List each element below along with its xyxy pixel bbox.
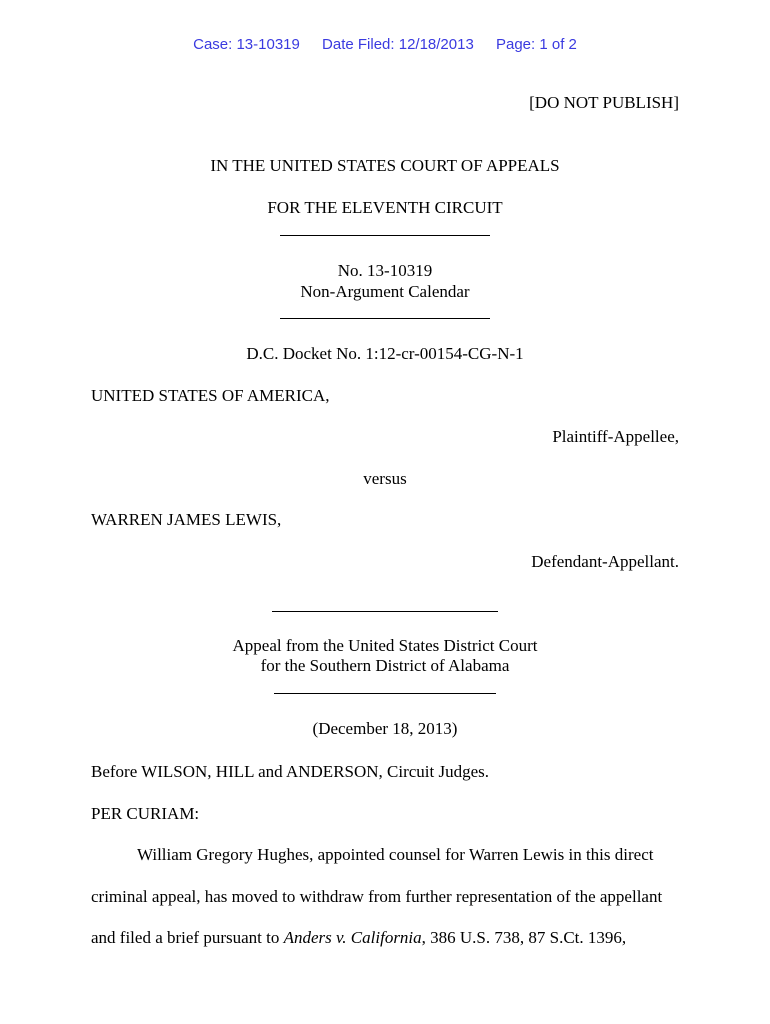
case-citation: Anders v. California <box>283 928 422 947</box>
publish-note: [DO NOT PUBLISH] <box>529 93 679 112</box>
defendant-role: Defendant-Appellant. <box>531 552 679 571</box>
divider-rule <box>274 693 496 694</box>
decision-date: (December 18, 2013) <box>312 719 458 738</box>
circuit-name: FOR THE ELEVENTH CIRCUIT <box>267 198 503 217</box>
case-number-stamp: Case: 13-10319 <box>193 36 300 53</box>
versus-label: versus <box>363 469 407 488</box>
date-filed-stamp: Date Filed: 12/18/2013 <box>322 36 474 53</box>
page-count-stamp: Page: 1 of 2 <box>495 36 577 53</box>
panel-judges: Before WILSON, HILL and ANDERSON, Circuit Judges. <box>91 762 490 781</box>
opinion-text: , 386 U.S. 738, 87 S.Ct. 1396, <box>421 928 627 947</box>
opinion-text: and filed a brief pursuant to <box>91 928 284 947</box>
filing-stamp <box>0 36 770 53</box>
divider-rule <box>280 235 490 236</box>
plaintiff-role: Plaintiff-Appellee, <box>552 427 679 446</box>
plaintiff-name: UNITED STATES OF AMERICA, <box>91 386 330 405</box>
docket-number: D.C. Docket No. 1:12-cr-00154-CG-N-1 <box>246 344 524 363</box>
opinion-line: criminal appeal, has moved to withdraw from further representation of the appellant <box>91 887 663 906</box>
opinion-line <box>91 928 626 948</box>
appeal-court: Appeal from the United States District Court <box>232 636 538 655</box>
per-curiam-heading: PER CURIAM: <box>91 804 200 823</box>
calendar-type: Non-Argument Calendar <box>300 282 470 301</box>
divider-rule <box>280 318 490 319</box>
case-number: No. 13-10319 <box>337 261 433 280</box>
opinion-line: William Gregory Hughes, appointed counsel for Warren Lewis in this direct <box>137 845 654 864</box>
court-name: IN THE UNITED STATES COURT OF APPEALS <box>210 156 560 175</box>
appeal-district: for the Southern District of Alabama <box>260 656 510 675</box>
defendant-name: WARREN JAMES LEWIS, <box>91 510 282 529</box>
divider-rule <box>272 611 498 612</box>
